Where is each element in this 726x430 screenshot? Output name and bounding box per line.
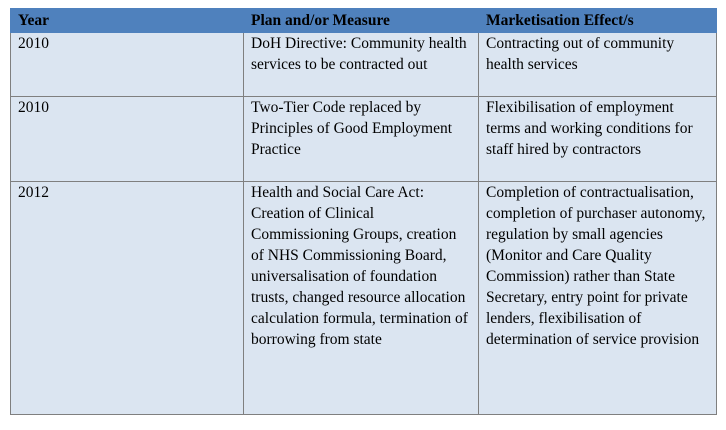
plan-text: Health and Social Care Act: Creation of Clinical Commissioning Groups, creation of NHS Commissioning Board, universalisation of foundation trusts, changed resource allocation calculation formula, termination of borrowing from state xyxy=(251,184,468,348)
year-text: 2012 xyxy=(18,184,49,201)
plan-text: DoH Directive: Community health services to be contracted out xyxy=(251,35,467,73)
plan-text: Two-Tier Code replaced by Principles of Good Employment Practice xyxy=(251,99,453,158)
table-header xyxy=(11,9,717,33)
plan-cell xyxy=(244,33,479,97)
table-body xyxy=(11,33,717,415)
plan-cell xyxy=(244,97,479,182)
marketisation-table xyxy=(10,8,717,415)
plan-cell xyxy=(244,182,479,415)
effect-cell xyxy=(479,97,717,182)
header-row xyxy=(11,9,717,33)
effect-cell xyxy=(479,33,717,97)
year-text: 2010 xyxy=(18,35,49,52)
column-header-plan: Plan and/or Measure xyxy=(244,9,479,33)
table-row xyxy=(11,182,717,415)
effect-text: Contracting out of community health services xyxy=(486,35,675,73)
table-row xyxy=(11,97,717,182)
year-cell xyxy=(11,97,244,182)
year-text: 2010 xyxy=(18,99,49,116)
column-header-year: Year xyxy=(11,9,244,33)
column-header-effect: Marketisation Effect/s xyxy=(479,9,717,33)
effect-text: Completion of contractualisation, completion of purchaser autonomy, regulation by small agencies (Monitor and Care Quality Commission) rather than State Secretary, entry point for private lenders, flexibilisation of determination of service provision xyxy=(486,184,706,348)
table-row xyxy=(11,33,717,97)
effect-cell xyxy=(479,182,717,415)
year-cell xyxy=(11,33,244,97)
year-cell xyxy=(11,182,244,415)
effect-text: Flexibilisation of employment terms and working conditions for staff hired by contractors xyxy=(486,99,693,158)
policy-table-container xyxy=(10,8,716,415)
